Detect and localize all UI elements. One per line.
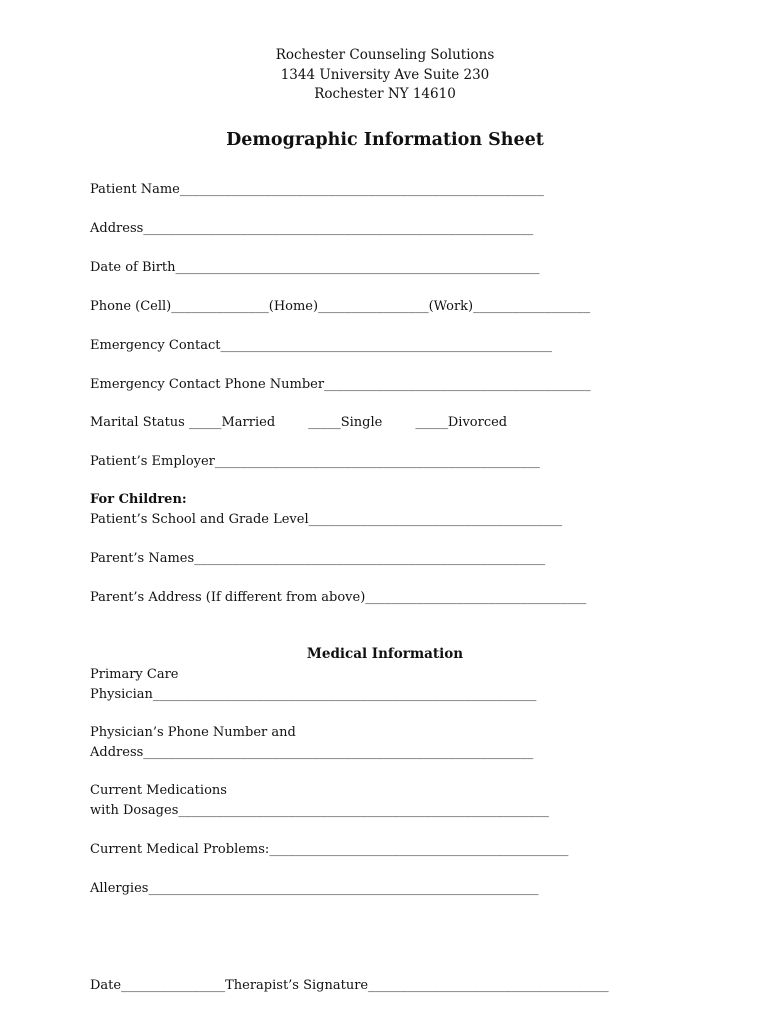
- emergency-contact-field[interactable]: Emergency Contact___________________________________________________: [90, 338, 552, 353]
- letterhead: [0, 46, 770, 105]
- medications-dosages-field[interactable]: with Dosages_________________________________________________________: [90, 803, 549, 818]
- patient-employer-field[interactable]: Patient’s Employer__________________________________________________: [90, 454, 540, 469]
- marital-status-field[interactable]: Marital Status _____Married _____Single _____Divorced: [90, 415, 508, 430]
- current-medical-problems-field[interactable]: Current Medical Problems:______________________________________________: [90, 842, 569, 857]
- page-title: Demographic Information Sheet: [226, 130, 544, 150]
- school-grade-field[interactable]: Patient’s School and Grade Level_______________________________________: [90, 512, 563, 527]
- medical-information-heading: Medical Information: [306, 646, 464, 662]
- parents-address-field[interactable]: Parent’s Address (If different from above)__________________________________: [90, 590, 587, 605]
- physician-phone-label: Physician’s Phone Number and: [90, 725, 296, 740]
- phone-field[interactable]: Phone (Cell)_______________(Home)_________________(Work)__________________: [90, 299, 591, 314]
- patient-name-field[interactable]: Patient Name________________________________________________________: [90, 182, 544, 197]
- physician-phone-address-field[interactable]: Address____________________________________________________________: [90, 745, 534, 760]
- allergies-field[interactable]: Allergies____________________________________________________________: [90, 881, 539, 896]
- address-field[interactable]: Address____________________________________________________________: [90, 221, 534, 236]
- current-medications-label: Current Medications: [90, 783, 227, 798]
- org-name: Rochester Counseling Solutions: [275, 47, 495, 63]
- emergency-contact-phone-field[interactable]: Emergency Contact Phone Number_________________________________________: [90, 377, 591, 392]
- for-children-heading: For Children:: [90, 492, 187, 507]
- primary-care-physician-field[interactable]: Physician___________________________________________________________: [90, 687, 537, 702]
- parents-names-field[interactable]: Parent’s Names______________________________________________________: [90, 551, 546, 566]
- date-of-birth-field[interactable]: Date of Birth________________________________________________________: [90, 260, 540, 275]
- date-signature-field[interactable]: Date________________Therapist’s Signature_____________________________________: [90, 978, 609, 993]
- primary-care-label: Primary Care: [90, 667, 179, 682]
- org-address-line1: 1344 University Ave Suite 230: [280, 66, 490, 83]
- org-address-line2: Rochester NY 14610: [314, 86, 456, 102]
